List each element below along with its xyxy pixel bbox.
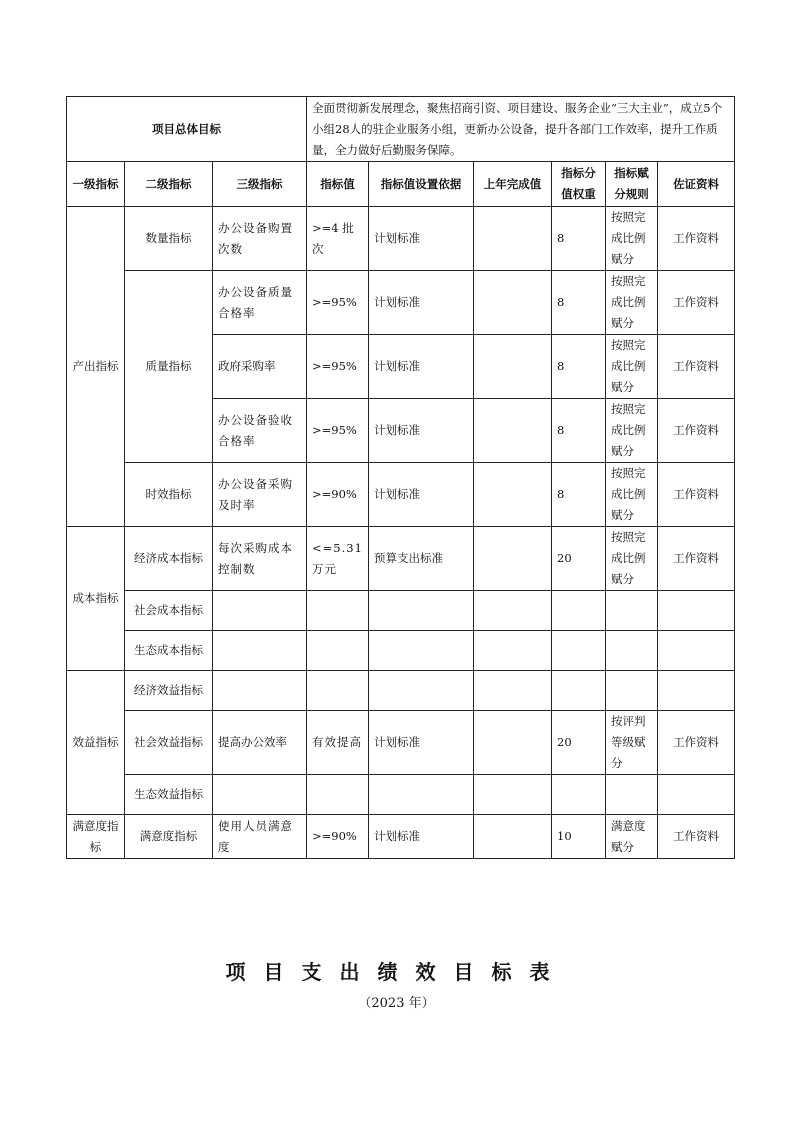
basis-cell: 计划标准 xyxy=(369,463,474,527)
rule-cell: 按照完成比例赋分 xyxy=(606,399,658,463)
basis-cell xyxy=(369,671,474,711)
rule-cell: 按评判等级赋分 xyxy=(606,711,658,775)
performance-target-table xyxy=(66,96,735,859)
level3-cell: 使用人员满意度 xyxy=(213,815,307,859)
evidence-cell: 工作资料 xyxy=(658,271,735,335)
level2-timeliness: 时效指标 xyxy=(125,463,213,527)
level3-cell: 每次采购成本控制数 xyxy=(213,527,307,591)
value-cell xyxy=(307,591,369,631)
page-title: 项目支出绩效目标表 xyxy=(225,960,568,984)
level2-eco-benefit: 生态效益指标 xyxy=(125,775,213,815)
level3-cell xyxy=(213,775,307,815)
rule-cell xyxy=(606,591,658,631)
last-year-cell xyxy=(474,463,552,527)
weight-cell xyxy=(552,671,606,711)
value-cell: 有效提高 xyxy=(307,711,369,775)
weight-cell: 8 xyxy=(552,271,606,335)
basis-cell xyxy=(369,775,474,815)
year-subtitle: （2023 年） xyxy=(358,996,435,1011)
last-year-cell xyxy=(474,631,552,671)
last-year-cell xyxy=(474,207,552,271)
table-row xyxy=(67,207,735,271)
level2-quantity: 数量指标 xyxy=(125,207,213,271)
table-row xyxy=(67,463,735,527)
weight-cell: 20 xyxy=(552,527,606,591)
last-year-cell xyxy=(474,399,552,463)
level2-satisfaction: 满意度指标 xyxy=(125,815,213,859)
level2-economic-cost: 经济成本指标 xyxy=(125,527,213,591)
rule-cell: 按照完成比例赋分 xyxy=(606,527,658,591)
last-year-cell xyxy=(474,671,552,711)
header-basis: 指标值设置依据 xyxy=(369,162,474,207)
evidence-cell: 工作资料 xyxy=(658,711,735,775)
rule-cell: 按照完成比例赋分 xyxy=(606,335,658,399)
level2-eco-cost: 生态成本指标 xyxy=(125,631,213,671)
basis-cell: 计划标准 xyxy=(369,335,474,399)
table-row xyxy=(67,271,735,335)
evidence-cell: 工作资料 xyxy=(658,527,735,591)
rule-cell xyxy=(606,775,658,815)
header-level1: 一级指标 xyxy=(67,162,125,207)
table-row xyxy=(67,815,735,859)
table-row xyxy=(67,591,735,631)
header-row xyxy=(67,162,735,207)
table-row xyxy=(67,775,735,815)
last-year-cell xyxy=(474,775,552,815)
evidence-cell: 工作资料 xyxy=(658,815,735,859)
level3-cell xyxy=(213,631,307,671)
rule-cell xyxy=(606,671,658,711)
header-level2: 二级指标 xyxy=(125,162,213,207)
value-cell: >=95% xyxy=(307,335,369,399)
last-year-cell xyxy=(474,815,552,859)
basis-cell: 计划标准 xyxy=(369,711,474,775)
weight-cell: 10 xyxy=(552,815,606,859)
level2-social-benefit: 社会效益指标 xyxy=(125,711,213,775)
value-cell xyxy=(307,631,369,671)
weight-cell xyxy=(552,775,606,815)
header-last-year: 上年完成值 xyxy=(474,162,552,207)
header-level3: 三级指标 xyxy=(213,162,307,207)
basis-cell: 预算支出标准 xyxy=(369,527,474,591)
evidence-cell: 工作资料 xyxy=(658,207,735,271)
evidence-cell xyxy=(658,775,735,815)
value-cell: >=90% xyxy=(307,815,369,859)
value-cell: >=4 批次 xyxy=(307,207,369,271)
basis-cell xyxy=(369,591,474,631)
weight-cell: 8 xyxy=(552,399,606,463)
weight-cell: 8 xyxy=(552,335,606,399)
goal-row xyxy=(67,97,735,162)
last-year-cell xyxy=(474,335,552,399)
goal-text: 全面贯彻新发展理念，聚焦招商引资、项目建设、服务企业“三大主业”，成立5个小组28人的驻企业服务小组，更新办公设备，提升各部门工作效率，提升工作质量，全力做好后勤服务保障。 xyxy=(307,97,735,162)
value-cell: <=5.31万元 xyxy=(307,527,369,591)
level1-benefit: 效益指标 xyxy=(67,671,125,815)
level1-output: 产出指标 xyxy=(67,207,125,527)
basis-cell: 计划标准 xyxy=(369,815,474,859)
last-year-cell xyxy=(474,271,552,335)
value-cell xyxy=(307,671,369,711)
basis-cell: 计划标准 xyxy=(369,271,474,335)
evidence-cell: 工作资料 xyxy=(658,399,735,463)
level3-cell xyxy=(213,671,307,711)
rule-cell: 满意度赋分 xyxy=(606,815,658,859)
weight-cell xyxy=(552,591,606,631)
header-value: 指标值 xyxy=(307,162,369,207)
weight-cell: 8 xyxy=(552,207,606,271)
weight-cell xyxy=(552,631,606,671)
level2-social-cost: 社会成本指标 xyxy=(125,591,213,631)
level1-cost: 成本指标 xyxy=(67,527,125,671)
level3-cell: 办公设备购置次数 xyxy=(213,207,307,271)
header-evidence: 佐证资料 xyxy=(658,162,735,207)
level3-cell: 办公设备验收合格率 xyxy=(213,399,307,463)
level2-economic-benefit: 经济效益指标 xyxy=(125,671,213,711)
level2-quality: 质量指标 xyxy=(125,271,213,463)
basis-cell: 计划标准 xyxy=(369,399,474,463)
last-year-cell xyxy=(474,527,552,591)
evidence-cell xyxy=(658,591,735,631)
rule-cell: 按照完成比例赋分 xyxy=(606,463,658,527)
value-cell xyxy=(307,775,369,815)
weight-cell: 8 xyxy=(552,463,606,527)
level3-cell: 办公设备质量合格率 xyxy=(213,271,307,335)
last-year-cell xyxy=(474,591,552,631)
value-cell: >=95% xyxy=(307,399,369,463)
evidence-cell: 工作资料 xyxy=(658,335,735,399)
rule-cell: 按照完成比例赋分 xyxy=(606,207,658,271)
evidence-cell xyxy=(658,671,735,711)
header-weight: 指标分值权重 xyxy=(552,162,606,207)
value-cell: >=95% xyxy=(307,271,369,335)
header-rule: 指标赋分规则 xyxy=(606,162,658,207)
goal-label: 项目总体目标 xyxy=(67,97,307,162)
level1-satisfaction: 满意度指标 xyxy=(67,815,125,859)
evidence-cell xyxy=(658,631,735,671)
table-row xyxy=(67,527,735,591)
level3-cell xyxy=(213,591,307,631)
value-cell: >=90% xyxy=(307,463,369,527)
basis-cell: 计划标准 xyxy=(369,207,474,271)
table-row xyxy=(67,671,735,711)
evidence-cell: 工作资料 xyxy=(658,463,735,527)
basis-cell xyxy=(369,631,474,671)
level3-cell: 办公设备采购及时率 xyxy=(213,463,307,527)
table-row xyxy=(67,631,735,671)
weight-cell: 20 xyxy=(552,711,606,775)
table-row xyxy=(67,711,735,775)
rule-cell: 按照完成比例赋分 xyxy=(606,271,658,335)
rule-cell xyxy=(606,631,658,671)
last-year-cell xyxy=(474,711,552,775)
level3-cell: 政府采购率 xyxy=(213,335,307,399)
level3-cell: 提高办公效率 xyxy=(213,711,307,775)
